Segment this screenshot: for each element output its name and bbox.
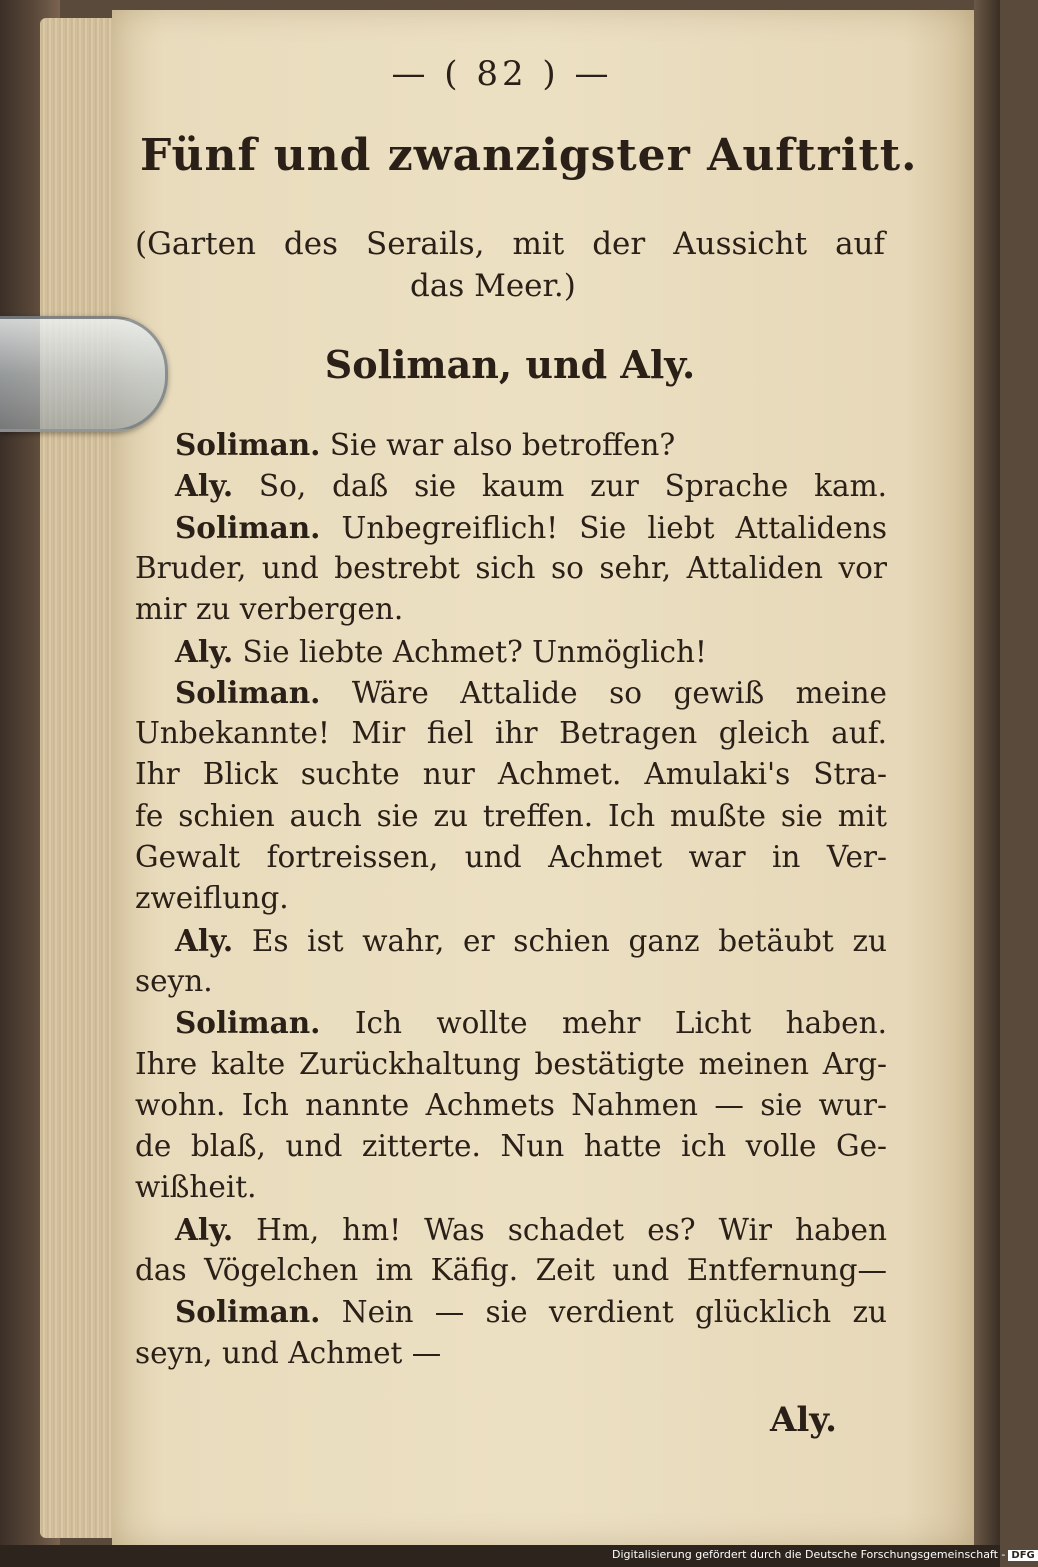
dialogue-text: fe schien auch sie zu treffen. Ich mußte sie mit bbox=[135, 798, 887, 833]
dialogue-text: Hm, hm! Was schadet es? Wir haben bbox=[233, 1212, 887, 1247]
dialogue-line bbox=[135, 961, 887, 1002]
dialogue-line bbox=[135, 1085, 887, 1126]
dialogue-line bbox=[135, 631, 887, 673]
dialogue-line bbox=[135, 672, 887, 714]
dialogue-text: Sie liebte Achmet? Unmöglich! bbox=[233, 634, 707, 669]
dialogue-text: seyn. bbox=[135, 963, 213, 998]
dialogue-line bbox=[135, 796, 887, 837]
dialogue-text: Wäre Attalide so gewiß meine bbox=[320, 675, 887, 710]
dialogue-text: Bruder, und bestrebt sich so sehr, Attaliden vor bbox=[135, 550, 887, 585]
dialogue-line bbox=[135, 507, 887, 549]
dialogue-text: Unbekannte! Mir fiel ihr Betragen gleich auf. bbox=[135, 716, 887, 751]
stage-direction-line-2: das Meer.) bbox=[410, 268, 576, 304]
dialogue-text: seyn, und Achmet — bbox=[135, 1335, 442, 1370]
cast-list: Soliman, und Aly. bbox=[324, 342, 696, 387]
speaker-name: Aly. bbox=[175, 1211, 234, 1247]
speaker-name: Soliman. bbox=[175, 509, 321, 545]
book-gutter bbox=[974, 0, 1000, 1567]
page-number: — ( 82 ) — bbox=[391, 54, 613, 94]
dialogue-line bbox=[135, 878, 887, 919]
dialogue-line bbox=[135, 713, 887, 754]
dialogue-line bbox=[135, 1167, 887, 1208]
book-page-edges bbox=[40, 18, 120, 1538]
dialogue-line bbox=[135, 1209, 887, 1251]
dialogue-line bbox=[135, 465, 887, 507]
dialogue-text: Nein — sie verdient glücklich zu bbox=[320, 1295, 887, 1330]
speaker-name: Soliman. bbox=[175, 1294, 321, 1330]
dialogue-line bbox=[135, 1291, 887, 1333]
dialogue-text: So, daß sie kaum zur Sprache kam. bbox=[233, 469, 887, 504]
speaker-name: Soliman. bbox=[175, 427, 321, 462]
digitization-credit bbox=[612, 1548, 1035, 1564]
dialogue-text: Unbegreiflich! Sie liebt Attalidens bbox=[320, 510, 887, 545]
dialogue-line bbox=[135, 424, 887, 466]
speaker-name: Soliman. bbox=[175, 674, 321, 710]
dialogue-line bbox=[135, 920, 887, 962]
dialogue-line bbox=[135, 548, 887, 589]
dialogue-line bbox=[135, 754, 887, 795]
dialogue-text: Gewalt fortreissen, und Achmet war in Ver- bbox=[135, 840, 887, 874]
dialogue-text: wohn. Ich nannte Achmets Nahmen — sie wur- bbox=[135, 1087, 887, 1122]
dialogue-text: wißheit. bbox=[135, 1170, 257, 1205]
speaker-name: Aly. bbox=[175, 633, 234, 669]
stage-direction-line-1: (Garten des Serails, mit der Aussicht auf bbox=[135, 226, 885, 262]
dialogue-text: zweiflung. bbox=[135, 881, 289, 916]
speaker-name: Soliman. bbox=[175, 1005, 321, 1041]
catchword: Aly. bbox=[770, 1400, 837, 1440]
dialogue-text: Ihr Blick suchte nur Achmet. Amulaki's Stra- bbox=[135, 757, 887, 792]
scene-heading: Fünf und zwanzigster Auftritt. bbox=[140, 130, 918, 181]
dialogue-text: Ihre kalte Zurückhaltung bestätigte meinen Arg- bbox=[135, 1046, 887, 1081]
dialogue-text: de blaß, und zitterte. Nun hatte ich volle Ge- bbox=[135, 1129, 887, 1164]
speaker-name: Aly. bbox=[175, 468, 234, 504]
dialogue-text: Es ist wahr, er schien ganz betäubt zu bbox=[233, 923, 887, 958]
dialogue-text: Sie war also betroffen? bbox=[320, 428, 676, 462]
credit-text: Digitalisierung gefördert durch die Deutsche Forschungsgemeinschaft - bbox=[612, 1548, 1006, 1561]
dialogue-line bbox=[135, 1333, 887, 1374]
dialogue-line bbox=[135, 589, 887, 630]
dialogue-line bbox=[135, 837, 887, 878]
speaker-name: Aly. bbox=[175, 922, 234, 958]
dialogue-line bbox=[135, 1126, 887, 1167]
dfg-logo: DFG bbox=[1008, 1550, 1037, 1561]
dialogue-line bbox=[135, 1250, 887, 1291]
dialogue-text: Ich wollte mehr Licht haben. bbox=[320, 1006, 887, 1041]
dialogue-line bbox=[135, 1002, 887, 1044]
dialogue-text: das Vögelchen im Käfig. Zeit und Entfernung— bbox=[135, 1253, 887, 1287]
dialogue-line bbox=[135, 1044, 887, 1085]
dialogue-text: mir zu verbergen. bbox=[135, 592, 404, 627]
